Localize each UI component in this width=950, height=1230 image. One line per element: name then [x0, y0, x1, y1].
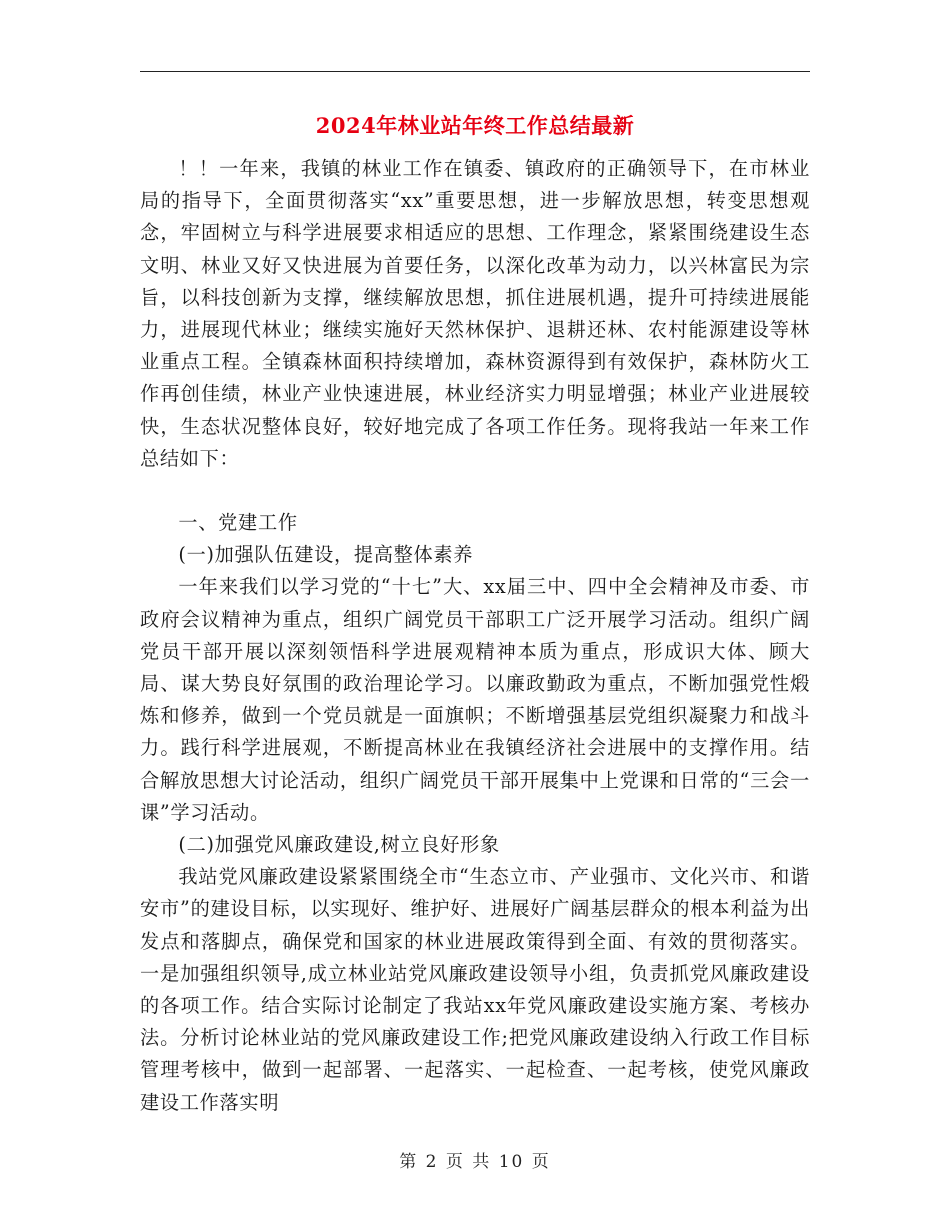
subsection-paragraph: 一年来我们以学习党的“十七”大、xx届三中、四中全会精神及市委、市政府会议精神为重点，组织广阔党员干部职工广泛开展学习活动。组织广阔党员干部开展以深刻领悟科学进展观精神本质为重点，形成识大体、顾大局、谋大势良好氛围的政治理论学习。以廉政勤政为重点，不断加强党性煅炼和修养，做到一个党员就是一面旗帜；不断增强基层党组织凝聚力和战斗力。践行科学进展观，不断提高林业在我镇经济社会进展中的支撑作用。结合解放思想大讨论活动，组织广阔党员干部开展集中上党课和日常的“三会一课”学习活动。 [140, 575, 810, 824]
header-rule [140, 71, 810, 72]
subsection-paragraph: 我站党风廉政建设紧紧围绕全市“生态立市、产业强市、文化兴市、和谐安市”的建设目标，以实现好、维护好、进展好广阔基层群众的根本利益为出发点和落脚点，确保党和国家的林业进展政策得到全面、有效的贯彻落实。一是加强组织领导,成立林业站党风廉政建设领导小组，负责抓党风廉政建设的各项工作。结合实际讨论制定了我站xx年党风廉政建设实施方案、考核办法。分析讨论林业站的党风廉政建设工作;把党风廉政建设纳入行政工作目标管理考核中，做到一起部署、一起落实、一起检查、一起考核，使党风廉政建设工作落实明 [140, 865, 810, 1114]
document-body [140, 153, 810, 1119]
intro-paragraph: ！！一年来，我镇的林业工作在镇委、镇政府的正确领导下，在市林业局的指导下，全面贯彻落实“xx”重要思想，进一步解放思想，转变思想观念，牢固树立与科学进展要求相适应的思想、工作理念，紧紧围绕建设生态文明、林业又好又快进展为首要任务，以深化改革为动力，以兴林富民为宗旨，以科技创新为支撑，继续解放思想，抓住进展机遇，提升可持续进展能力，进展现代林业；继续实施好天然林保护、退耕还林、农村能源建设等林业重点工程。全镇森林面积持续增加，森林资源得到有效保护，森林防火工作再创佳绩，林业产业快速进展，林业经济实力明显增强；林业产业进展较快，生态状况整体良好，较好地完成了各项工作任务。现将我站一年来工作总结如下： [140, 157, 810, 470]
subsection-heading: (一)加强队伍建设，提高整体素养 [178, 543, 474, 567]
subsection-heading: (二)加强党风廉政建设,树立良好形象 [178, 833, 500, 857]
page-footer: 第 2 页 共 10 页 [399, 1152, 551, 1172]
document-title: 2024年林业站年终工作总结最新 [315, 113, 635, 138]
paragraph-gap [140, 475, 810, 507]
section-heading: 一、党建工作 [178, 511, 298, 535]
